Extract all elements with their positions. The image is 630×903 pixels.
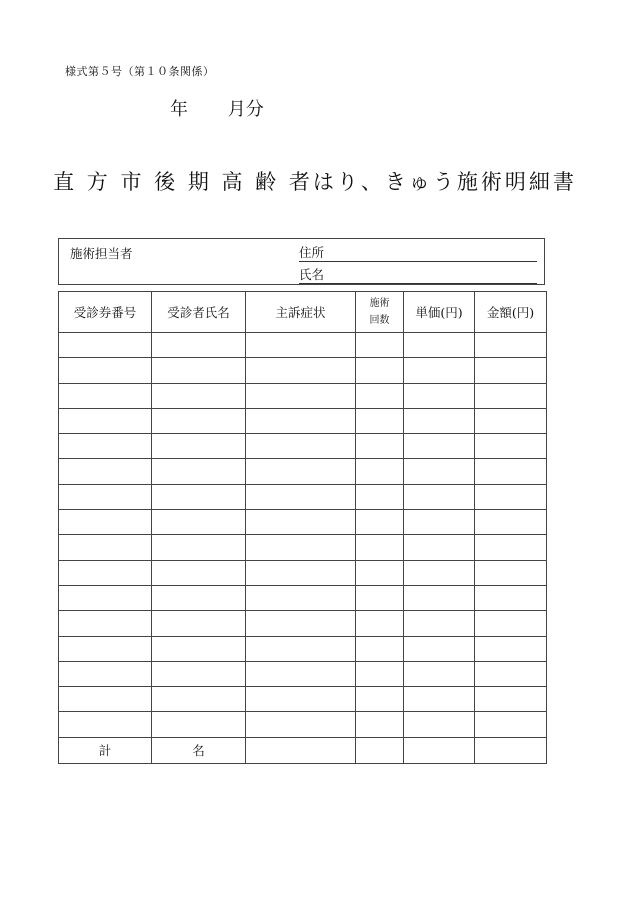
cell-symptoms[interactable] [246,611,356,636]
cell-symptoms[interactable] [246,434,356,459]
cell-visits[interactable] [356,408,404,433]
billing-period [170,95,264,121]
table-row [59,611,547,636]
table-row [59,459,547,484]
cell-insurance-no[interactable] [59,484,152,509]
cell-symptoms[interactable] [246,358,356,383]
cell-symptoms[interactable] [246,712,356,737]
cell-symptoms[interactable] [246,484,356,509]
cell-patient-name[interactable] [152,535,246,560]
provider-name-field[interactable] [299,265,537,284]
cell-unit-price[interactable] [404,712,475,737]
cell-patient-name[interactable] [152,484,246,509]
cell-visits[interactable] [356,484,404,509]
header-unit-price: 単価(円) [404,292,475,333]
cell-patient-name[interactable] [152,333,246,358]
cell-symptoms[interactable] [246,408,356,433]
cell-insurance-no[interactable] [59,687,152,712]
cell-unit-price[interactable] [404,358,475,383]
cell-unit-price[interactable] [404,383,475,408]
cell-unit-price[interactable] [404,408,475,433]
table-row [59,484,547,509]
cell-patient-name[interactable] [152,687,246,712]
cell-unit-price[interactable] [404,611,475,636]
cell-unit-price[interactable] [404,434,475,459]
cell-unit-price[interactable] [404,484,475,509]
table-row [59,585,547,610]
cell-patient-name[interactable] [152,611,246,636]
cell-amount[interactable] [475,636,547,661]
cell-visits[interactable] [356,535,404,560]
cell-symptoms[interactable] [246,636,356,661]
table-row [59,434,547,459]
cell-symptoms[interactable] [246,535,356,560]
cell-insurance-no[interactable] [59,560,152,585]
header-visits-line2: 回数 [369,315,390,326]
cell-unit-price[interactable] [404,585,475,610]
cell-symptoms[interactable] [246,661,356,686]
cell-insurance-no[interactable] [59,459,152,484]
cell-visits[interactable] [356,661,404,686]
treatment-detail-table [58,291,547,764]
cell-amount[interactable] [475,358,547,383]
cell-insurance-no[interactable] [59,510,152,535]
cell-unit-price[interactable] [404,687,475,712]
cell-visits[interactable] [356,459,404,484]
table-row [59,383,547,408]
cell-insurance-no[interactable] [59,383,152,408]
cell-insurance-no[interactable] [59,661,152,686]
table-row [59,358,547,383]
cell-symptoms[interactable] [246,510,356,535]
table-row [59,535,547,560]
header-visits-line1: 施術 [369,298,390,309]
cell-visits[interactable] [356,383,404,408]
cell-unit-price[interactable] [404,459,475,484]
cell-amount[interactable] [475,459,547,484]
table-row [59,712,547,737]
table-header-row [59,292,547,333]
cell-patient-name[interactable] [152,636,246,661]
cell-symptoms[interactable] [246,383,356,408]
cell-insurance-no[interactable] [59,408,152,433]
cell-amount[interactable] [475,510,547,535]
table-row [59,636,547,661]
cell-visits[interactable] [356,333,404,358]
cell-insurance-no[interactable] [59,535,152,560]
cell-insurance-no[interactable] [59,358,152,383]
table-row [59,687,547,712]
cell-patient-name[interactable] [152,358,246,383]
table-row [59,560,547,585]
provider-address-label: 住所 [299,245,325,260]
cell-amount[interactable] [475,535,547,560]
form-number-label: 様式第５号（第１０条関係） [65,65,215,78]
header-amount: 金額(円) [475,292,547,333]
table-row [59,661,547,686]
cell-insurance-no[interactable] [59,434,152,459]
cell-unit-price[interactable] [404,510,475,535]
table-row [59,408,547,433]
cell-insurance-no[interactable] [59,611,152,636]
provider-label: 施術担当者 [70,246,133,261]
cell-patient-name[interactable] [152,560,246,585]
cell-patient-name[interactable] [152,383,246,408]
cell-patient-name[interactable] [152,459,246,484]
cell-visits[interactable] [356,636,404,661]
period-year-label: 年 [170,99,188,120]
total-amount-cell[interactable] [475,737,547,763]
cell-unit-price[interactable] [404,333,475,358]
total-name-suffix: 名 [192,743,205,759]
table-row [59,510,547,535]
cell-symptoms[interactable] [246,585,356,610]
cell-amount[interactable] [475,585,547,610]
total-cell[interactable] [356,737,404,763]
cell-visits[interactable] [356,560,404,585]
cell-unit-price[interactable] [404,560,475,585]
cell-symptoms[interactable] [246,687,356,712]
cell-patient-name[interactable] [152,661,246,686]
document-title: 直 方 市 後 期 高 齢 者はり、きゅう施術明細書 [53,170,577,194]
cell-visits[interactable] [356,712,404,737]
header-visits [356,292,404,333]
total-cell[interactable] [404,737,475,763]
period-month-label: 月分 [227,99,264,120]
header-symptoms: 主訴症状 [246,292,356,333]
header-patient-name: 受診者氏名 [152,292,246,333]
cell-visits[interactable] [356,510,404,535]
header-insurance-no: 受診券番号 [59,292,152,333]
cell-symptoms[interactable] [246,459,356,484]
total-row [59,737,547,763]
cell-amount[interactable] [475,560,547,585]
cell-insurance-no[interactable] [59,585,152,610]
cell-insurance-no[interactable] [59,712,152,737]
cell-visits[interactable] [356,434,404,459]
provider-address-field[interactable] [299,243,537,262]
cell-amount[interactable] [475,333,547,358]
total-cell[interactable] [246,737,356,763]
cell-visits[interactable] [356,358,404,383]
cell-amount[interactable] [475,408,547,433]
cell-unit-price[interactable] [404,661,475,686]
cell-amount[interactable] [475,661,547,686]
cell-visits[interactable] [356,611,404,636]
cell-amount[interactable] [475,383,547,408]
cell-unit-price[interactable] [404,636,475,661]
cell-patient-name[interactable] [152,510,246,535]
cell-patient-name[interactable] [152,434,246,459]
cell-amount[interactable] [475,611,547,636]
table-row [59,333,547,358]
cell-patient-name[interactable] [152,408,246,433]
total-label: 計 [59,737,152,763]
cell-symptoms[interactable] [246,333,356,358]
total-count-cell[interactable] [152,737,246,763]
cell-patient-name[interactable] [152,712,246,737]
cell-visits[interactable] [356,687,404,712]
provider-name-label: 氏名 [299,267,325,282]
cell-visits[interactable] [356,585,404,610]
cell-insurance-no[interactable] [59,333,152,358]
cell-unit-price[interactable] [404,535,475,560]
cell-symptoms[interactable] [246,560,356,585]
provider-info-box [58,238,545,285]
cell-amount[interactable] [475,687,547,712]
cell-amount[interactable] [475,712,547,737]
cell-amount[interactable] [475,434,547,459]
cell-patient-name[interactable] [152,585,246,610]
cell-amount[interactable] [475,484,547,509]
cell-insurance-no[interactable] [59,636,152,661]
